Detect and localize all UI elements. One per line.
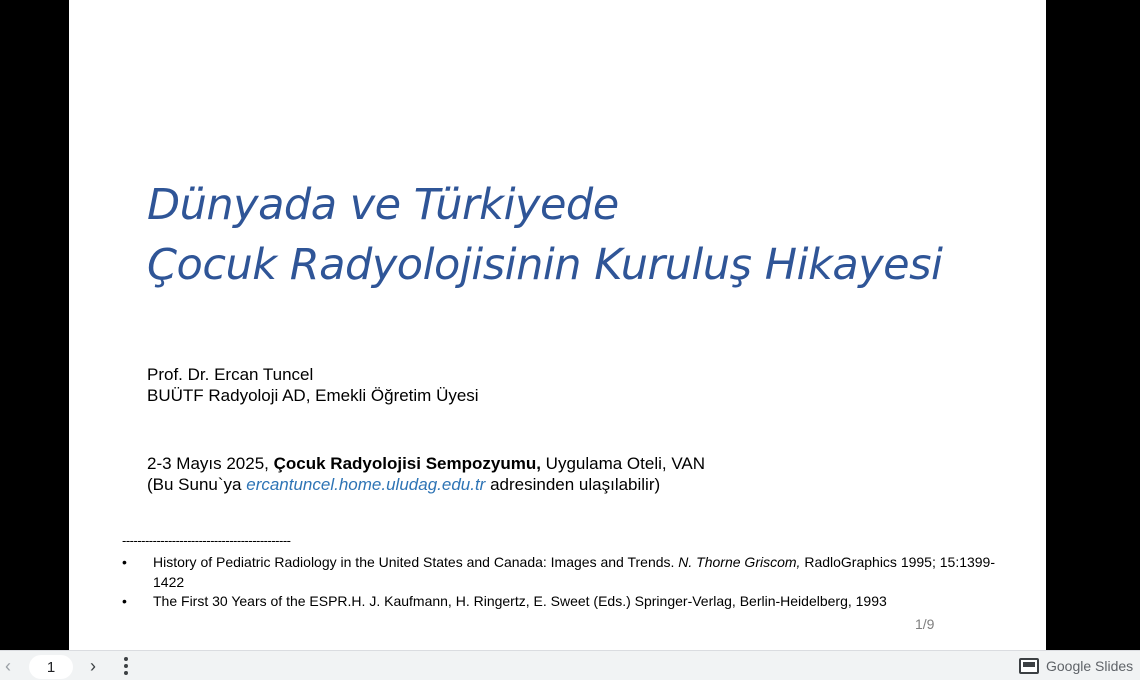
- slides-icon: [1019, 658, 1039, 674]
- slide-title-line-1: Dünyada ve Türkiyede: [147, 180, 619, 230]
- current-page-field[interactable]: 1: [29, 655, 73, 679]
- event-line: [147, 453, 705, 474]
- availability-line: [147, 474, 705, 495]
- google-slides-link[interactable]: [1019, 651, 1133, 680]
- more-vertical-icon[interactable]: [114, 651, 138, 680]
- author-name: Prof. Dr. Ercan Tuncel: [147, 365, 314, 384]
- reference-title: History of Pediatric Radiology in the United States and Canada: Images and Trends.: [153, 554, 679, 570]
- slide: [69, 0, 1046, 650]
- chevron-left-icon[interactable]: ‹: [5, 655, 11, 676]
- reference-list: [122, 553, 1002, 612]
- slide-title-line-2: Çocuk Radyolojisinin Kuruluş Hikayesi: [147, 240, 943, 290]
- reference-author: N. Thorne Griscom,: [678, 554, 801, 570]
- reference-source: RadloGraphics 1995; 15:1399-1422: [153, 554, 996, 590]
- author-block: [147, 364, 479, 406]
- reference-separator: --------------------------------------------: [122, 533, 291, 548]
- slide-title: [147, 175, 1027, 295]
- availability-link[interactable]: ercantuncel.home.uludag.edu.tr: [246, 475, 486, 494]
- author-affiliation: BUÜTF Radyoloji AD, Emekli Öğretim Üyesi: [147, 386, 479, 405]
- reference-text: The First 30 Years of the ESPR.H. J. Kaufmann, H. Ringertz, E. Sweet (Eds.) Springer-Verlag, Berlin-Heidelberg, 1993: [153, 593, 887, 609]
- event-venue: Uygulama Oteli, VAN: [540, 454, 706, 473]
- event-block: [147, 453, 705, 495]
- slide-page-indicator: 1/9: [915, 616, 935, 632]
- viewer-toolbar: [0, 650, 1140, 680]
- reference-text: [153, 553, 1002, 592]
- event-name: Çocuk Radyolojisi Sempozyumu,: [273, 454, 541, 473]
- chevron-right-icon[interactable]: ›: [90, 655, 96, 676]
- reference-item: [122, 553, 1002, 592]
- event-date: 2-3 Mayıs 2025,: [147, 454, 274, 473]
- bullet: •: [122, 593, 127, 609]
- brand-label: Google Slides: [1046, 658, 1134, 674]
- bullet: •: [122, 554, 127, 570]
- availability-prefix: (Bu Sunu`ya: [147, 475, 247, 494]
- reference-item: [122, 592, 1002, 612]
- availability-suffix: adresinden ulaşılabilir): [485, 475, 661, 494]
